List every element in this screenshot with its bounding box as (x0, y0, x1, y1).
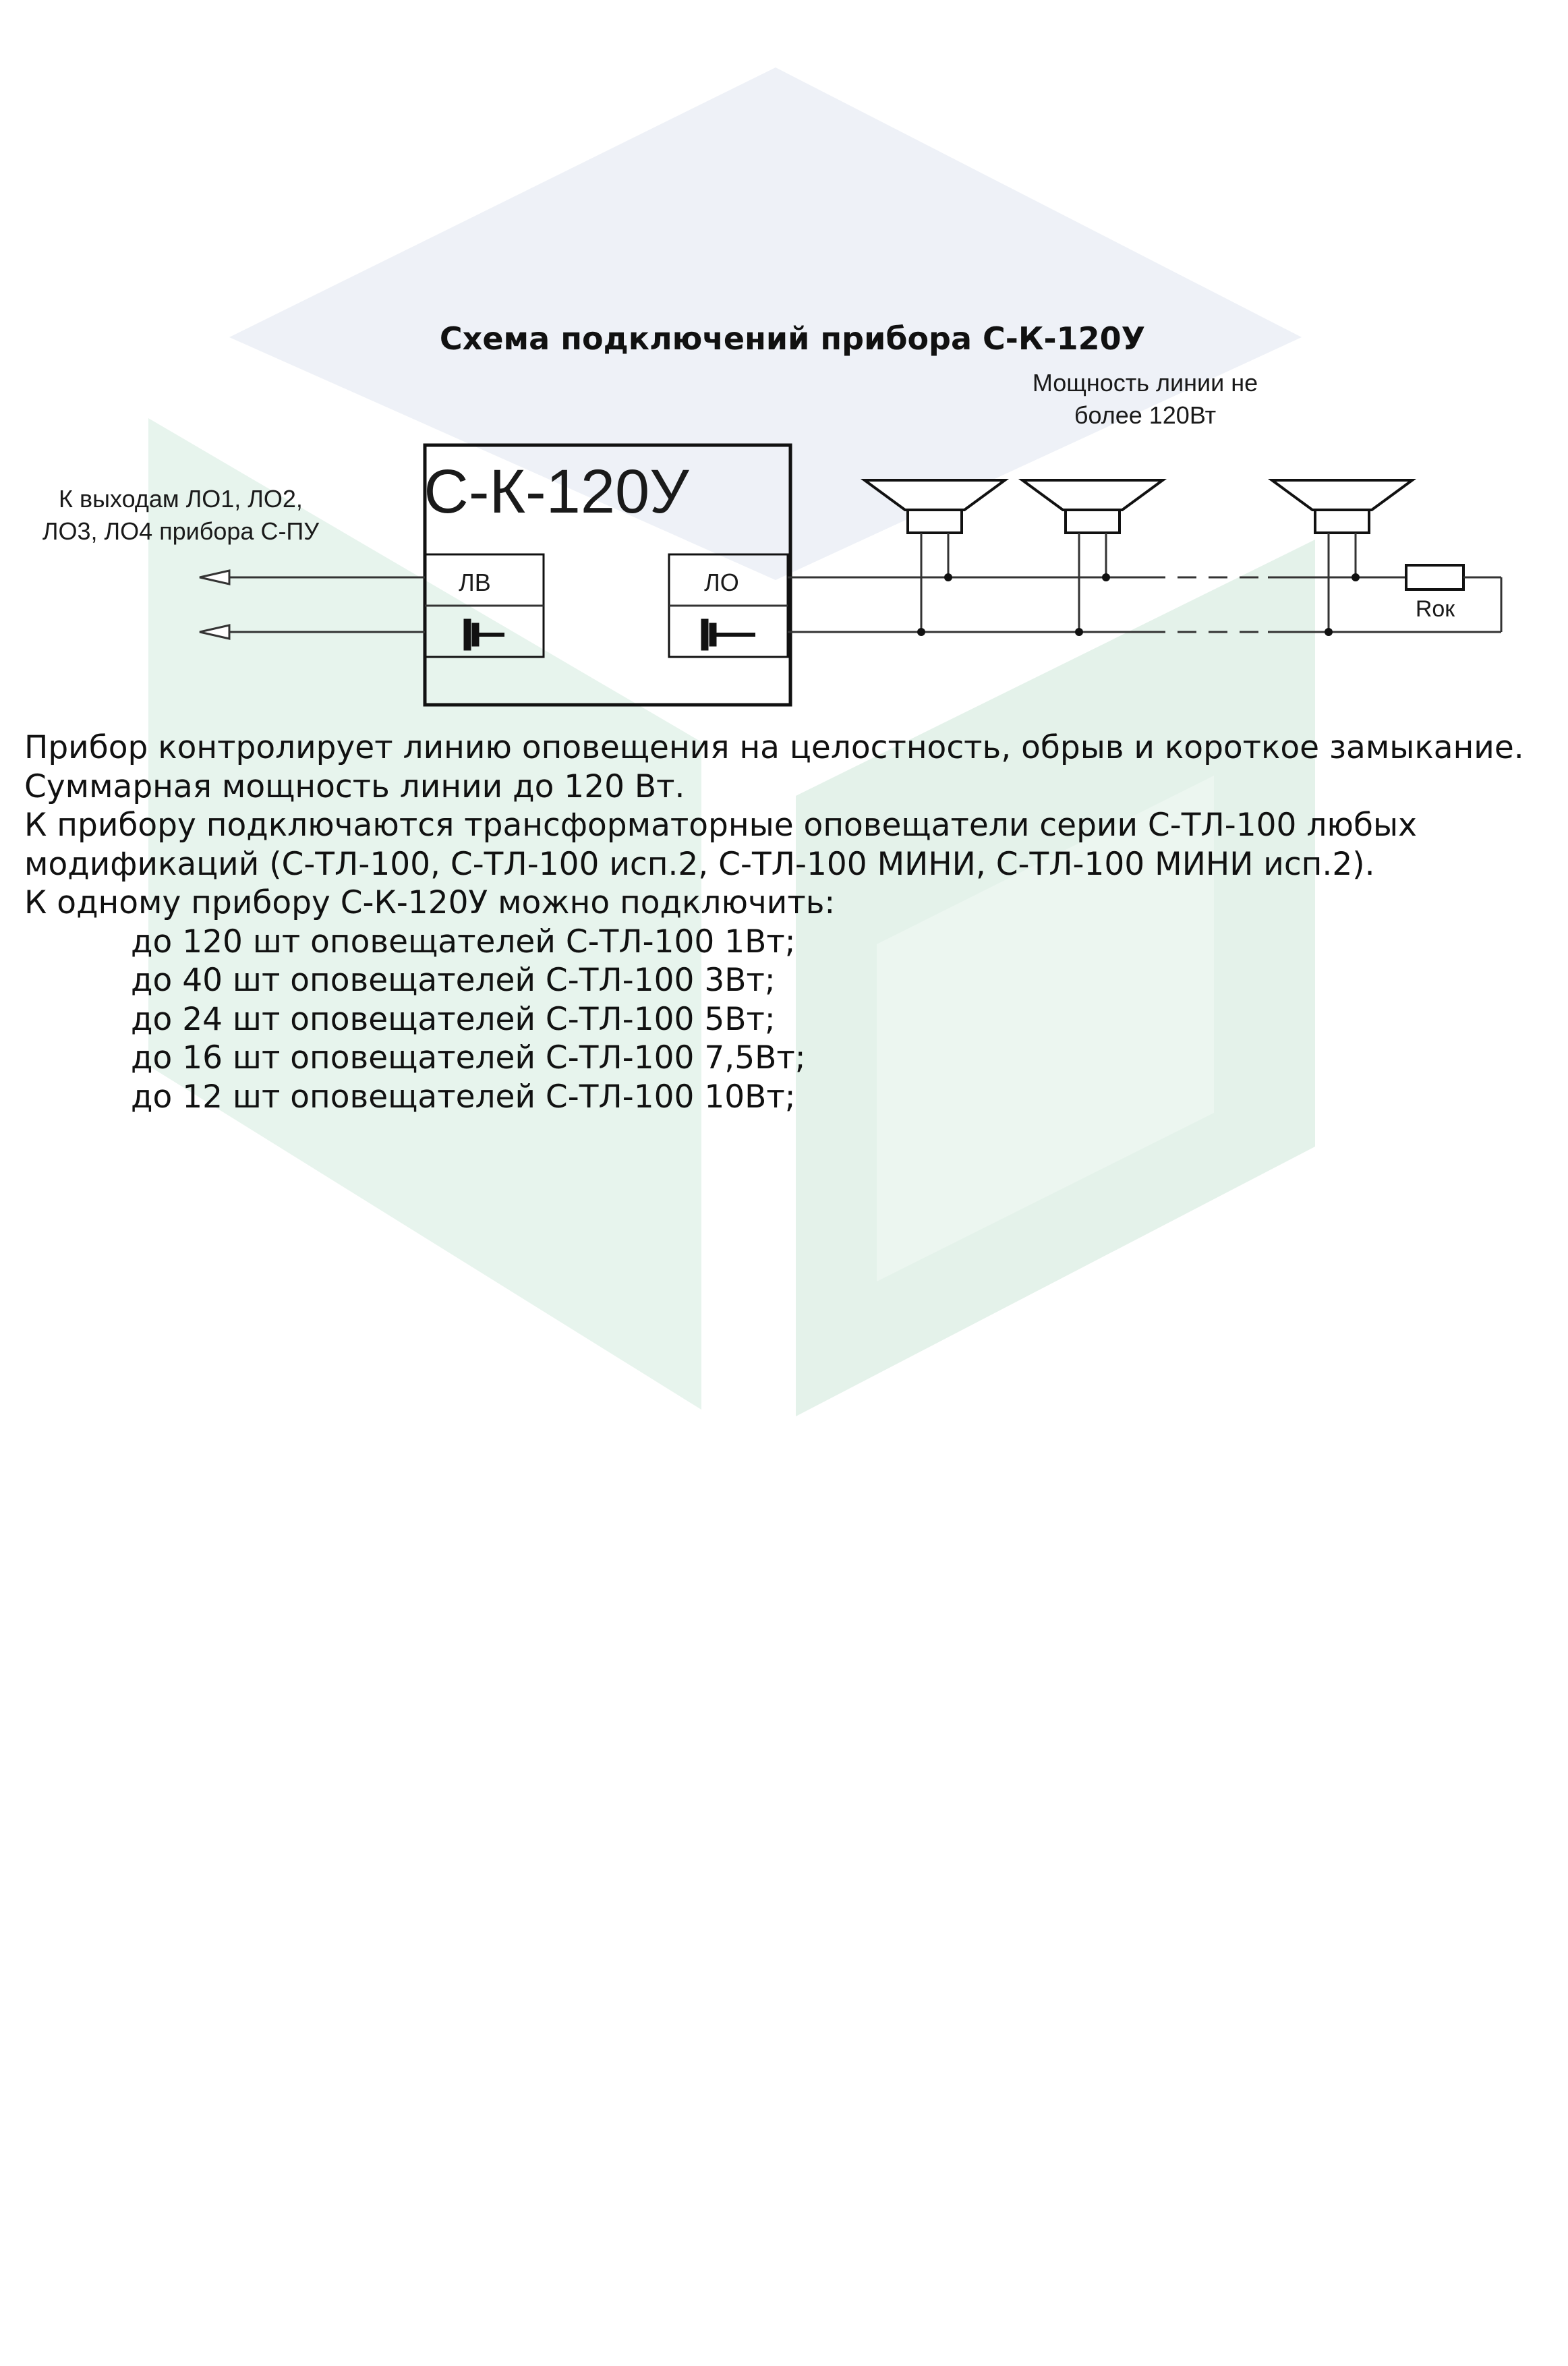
power-note-line1: Мощность линии не (1032, 369, 1258, 397)
arrow-left-icon (200, 625, 229, 639)
input-terminal-screw-icon (464, 619, 504, 650)
power-note-line2: более 120Вт (1074, 401, 1217, 429)
input-terminal-label: ЛВ (459, 569, 491, 596)
list-item: до 12 шт оповещателей С-ТЛ-100 10Вт; (131, 1078, 796, 1116)
diagram-title: Схема подключений прибора С-К-120У (439, 320, 1146, 357)
arrow-left-icon (200, 571, 229, 584)
left-note-line1: К выходам ЛО1, ЛО2, (59, 485, 303, 513)
left-note-line2: ЛО3, ЛО4 прибора С-ПУ (42, 517, 320, 545)
paragraph-compatible-speakers: К прибору подключаются трансформаторные оповещатели серии С-ТЛ-100 любых модификаций (С-ТЛ-100, С-ТЛ-100 исп.2, С-ТЛ-100 МИНИ, С-ТЛ-100 МИНИ исп.2). (24, 807, 1417, 883)
speaker-icon (865, 480, 1005, 636)
paragraph-capacity-intro: К одному прибору С-К-120У можно подключить: (24, 884, 836, 921)
list-item: до 24 шт оповещателей С-ТЛ-100 5Вт; (131, 1000, 776, 1038)
description-text (24, 728, 1542, 1116)
list-item: до 16 шт оповещателей С-ТЛ-100 7,5Вт; (131, 1039, 806, 1076)
paragraph-line-monitoring: Прибор контролирует линию оповещения на целостность, обрыв и короткое замыкание. (24, 729, 1524, 766)
output-terminal-label: ЛО (704, 569, 739, 596)
speaker-icon (1022, 480, 1163, 636)
resistor-label: Rок (1415, 596, 1455, 622)
device-name: С-К-120У (424, 457, 689, 526)
list-item: до 120 шт оповещателей С-ТЛ-100 1Вт; (131, 923, 796, 960)
output-terminal-screw-icon (701, 619, 755, 650)
list-item: до 40 шт оповещателей С-ТЛ-100 3Вт; (131, 962, 776, 999)
speaker-icon (1272, 480, 1412, 636)
paragraph-max-power: Суммарная мощность линии до 120 Вт. (24, 768, 685, 805)
